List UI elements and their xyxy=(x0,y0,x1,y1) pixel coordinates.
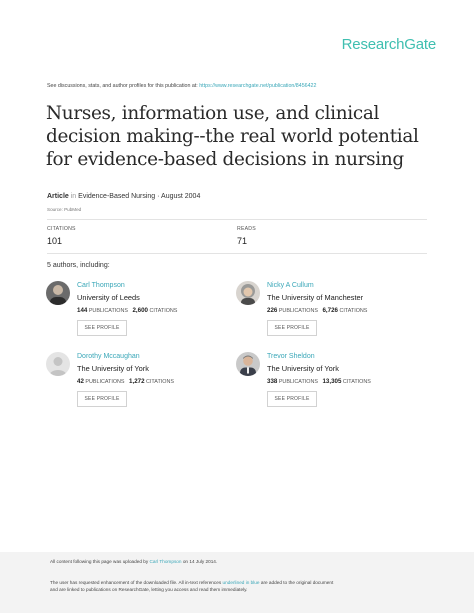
see-profile-button[interactable]: SEE PROFILE xyxy=(267,391,317,407)
citations-count: 101 xyxy=(47,236,63,246)
citations-label: CITATIONS xyxy=(342,379,371,385)
citations-label: CITATIONS xyxy=(146,379,174,385)
uploader-link[interactable]: Carl Thompson xyxy=(149,559,182,564)
publications-label: PUBLICATIONS xyxy=(278,379,318,385)
citations-label: CITATIONS xyxy=(149,308,178,314)
researchgate-logo[interactable]: ResearchGate xyxy=(341,36,436,53)
author-photo[interactable] xyxy=(46,281,70,305)
author-stats xyxy=(267,378,371,385)
divider xyxy=(47,253,427,254)
author-institution: The University of York xyxy=(77,364,149,373)
author-name-link[interactable]: Nicky A Cullum xyxy=(267,282,314,289)
publications-count: 226 xyxy=(267,307,278,314)
notice-link: underlined in blue xyxy=(222,580,260,585)
citations-label: CITATIONS xyxy=(47,226,76,232)
publications-count: 338 xyxy=(267,378,278,385)
author-name-link[interactable]: Dorothy Mccaughan xyxy=(77,353,140,360)
author-stats xyxy=(77,378,174,385)
author-institution: The University of Manchester xyxy=(267,293,364,302)
author-stats xyxy=(267,307,367,314)
publications-label: PUBLICATIONS xyxy=(88,308,128,314)
author-card xyxy=(236,281,436,341)
enhancement-notice xyxy=(50,579,333,593)
author-placeholder-avatar[interactable] xyxy=(46,352,70,376)
upload-notice xyxy=(50,559,217,564)
see-profile-button[interactable]: SEE PROFILE xyxy=(77,320,127,336)
author-card xyxy=(46,281,246,341)
citations-label: CITATIONS xyxy=(339,308,368,314)
citations-count: 13,305 xyxy=(322,378,342,385)
author-name-link[interactable]: Trevor Sheldon xyxy=(267,353,315,360)
author-institution: University of Leeds xyxy=(77,293,140,302)
reads-count: 71 xyxy=(237,236,248,246)
notice-line2: and are linked to publications on ResearchGate, letting you access and read them immediately. xyxy=(50,587,248,592)
author-card xyxy=(236,352,436,412)
citations-count: 2,600 xyxy=(132,307,148,314)
author-photo[interactable] xyxy=(236,352,260,376)
publications-label: PUBLICATIONS xyxy=(278,308,318,314)
footer xyxy=(0,552,474,613)
article-type: Article xyxy=(47,193,69,200)
notice-suffix: are added to the original document xyxy=(259,580,334,585)
divider xyxy=(47,219,427,220)
see-profile-button[interactable]: SEE PROFILE xyxy=(77,391,127,407)
author-institution: The University of York xyxy=(267,364,339,373)
author-stats xyxy=(77,307,177,314)
publications-count: 42 xyxy=(77,378,84,385)
publications-label: PUBLICATIONS xyxy=(85,379,125,385)
author-name-link[interactable]: Carl Thompson xyxy=(77,282,125,289)
discussion-line xyxy=(47,83,316,89)
upload-prefix: All content following this page was uploaded by xyxy=(50,559,150,564)
discussion-prefix: See discussions, stats, and author profiles for this publication at: xyxy=(47,83,200,89)
publication-url-link[interactable]: https://www.researchgate.net/publication/8456422 xyxy=(199,83,317,89)
upload-suffix: on 14 July 2014. xyxy=(181,559,218,564)
citations-count: 6,726 xyxy=(322,307,338,314)
author-card xyxy=(46,352,246,412)
publication-title: Nurses, information use, and clinical decision making--the real world potential for evidence-based decisions in nursing xyxy=(46,103,419,170)
publication-meta xyxy=(47,193,200,200)
meta-separator: in xyxy=(70,193,77,200)
author-photo[interactable] xyxy=(236,281,260,305)
journal-info: Evidence-Based Nursing · August 2004 xyxy=(78,193,201,200)
see-profile-button[interactable]: SEE PROFILE xyxy=(267,320,317,336)
source-line: Source: PubMed xyxy=(47,207,82,212)
authors-heading: 5 authors, including: xyxy=(47,262,110,269)
citations-count: 1,272 xyxy=(129,378,145,385)
notice-prefix: The user has requested enhancement of the downloaded file. All in-text references xyxy=(50,580,223,585)
publications-count: 144 xyxy=(77,307,88,314)
reads-label: READS xyxy=(237,226,256,232)
